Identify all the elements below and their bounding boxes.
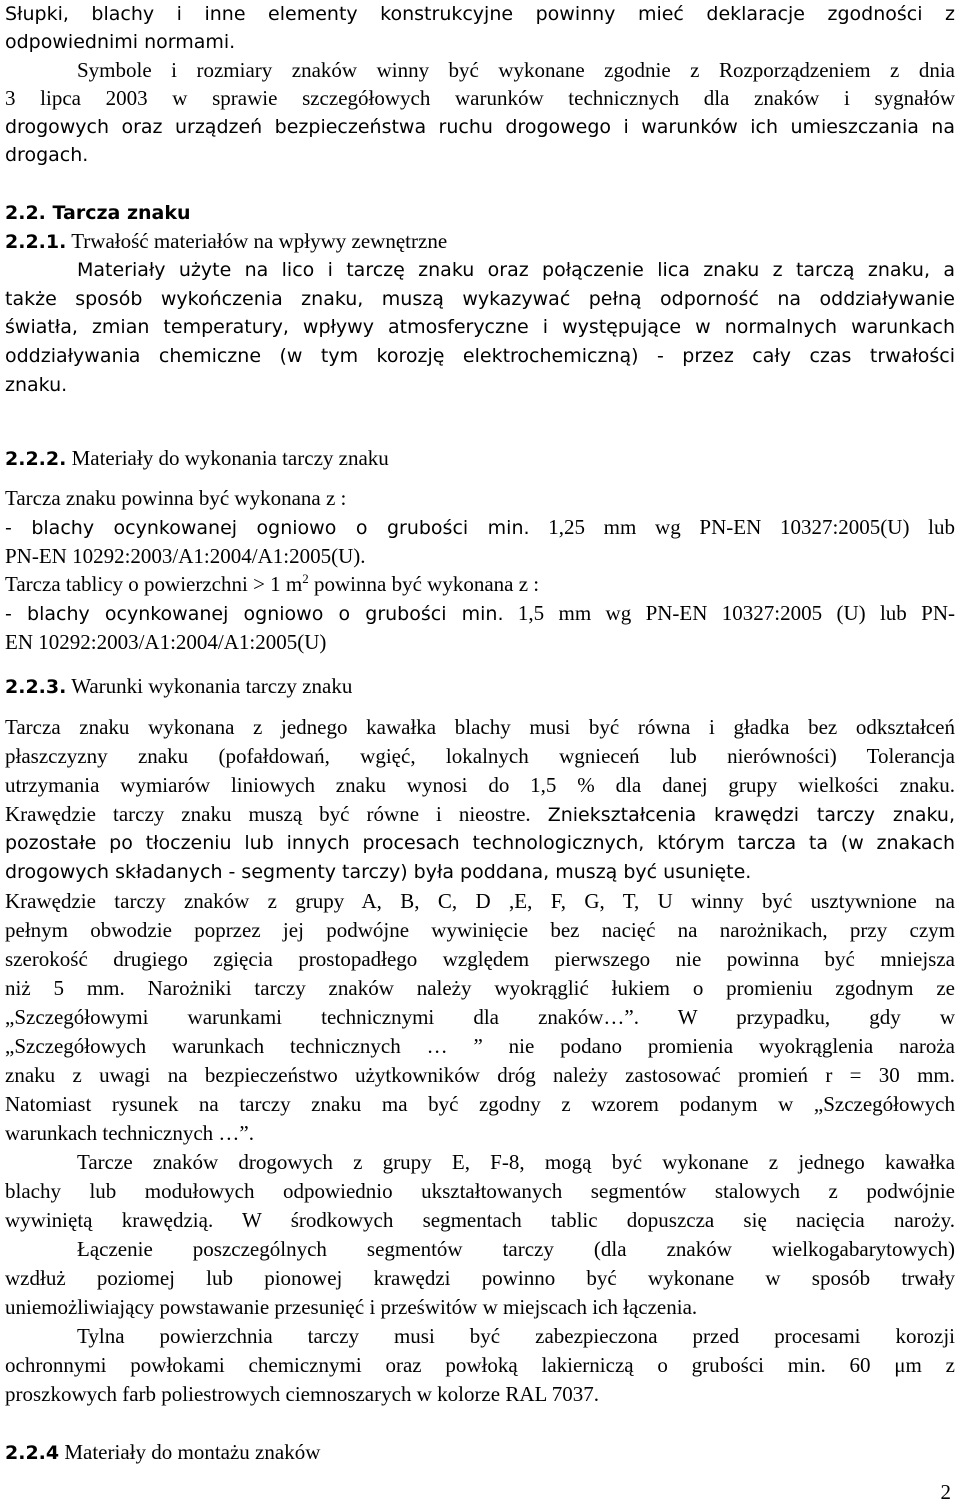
subsection-title: Materiały do montażu znaków xyxy=(64,1440,321,1464)
paragraph-line: płaszczyzny znaku (pofałdowań, wgięć, lokalnych wgnieceń lub nierówności) Tolerancja xyxy=(5,744,955,768)
paragraph-line: pozostałe po tłoczeniu lub innych procesach technologicznych, którym tarcza ta (w znakach xyxy=(5,832,955,854)
text-run: - blachy ocynkowanej ogniowo o grubości min. xyxy=(5,603,504,625)
paragraph-line: blachy lub modułowych odpowiednio ukształtowanych segmentów stalowych z podwójnie xyxy=(5,1179,955,1203)
paragraph-line: oddziaływania chemiczne (w tym korozję elektrochemiczną) - przez cały czas trwałości xyxy=(5,345,955,367)
text-run: 1,5 mm wg PN-EN 10327:2005 (U) lub PN- xyxy=(517,601,956,625)
paragraph-line: ochronnymi powłokami chemicznymi oraz powłoką lakierniczą o grubości min. 60 μm z xyxy=(5,1353,955,1377)
paragraph-line: uniemożliwiający powstawanie przesunięć i prześwitów w miejscach ich łączenia. xyxy=(5,1295,698,1319)
paragraph-line: także sposób wykończenia znaku, muszą wykazywać pełną odporność na oddziaływanie xyxy=(5,288,955,310)
paragraph-line: Natomiast rysunek na tarczy znaku ma być zgodny z wzorem podanym w „Szczegółowych xyxy=(5,1092,955,1116)
subsection-title: Trwałość materiałów na wpływy zewnętrzne xyxy=(71,229,448,253)
subsection-heading xyxy=(5,1438,320,1467)
paragraph-line: Łączenie poszczególnych segmentów tarczy (dla znaków wielkogabarytowych) xyxy=(77,1237,955,1261)
subsection-number: 2.2.2. xyxy=(5,448,67,470)
paragraph-line: Tarcze znaków drogowych z grupy E, F-8, mogą być wykonane z jednego kawałka xyxy=(77,1150,955,1174)
text-run: - blachy ocynkowanej ogniowo o grubości min. xyxy=(5,517,530,539)
paragraph-line: PN-EN 10292:2003/A1:2004/A1:2005(U). xyxy=(5,544,366,568)
section-title: Tarcza znaku xyxy=(52,202,191,224)
paragraph-line: znaku. xyxy=(5,374,68,396)
text-run: Krawędzie tarczy znaku muszą być równe i nieostre. xyxy=(5,802,531,826)
intro-line: Symbole i rozmiary znaków winny być wykonane zgodnie z Rozporządzeniem z dnia xyxy=(77,58,955,82)
intro-line: drogach. xyxy=(5,144,89,166)
paragraph-line: EN 10292:2003/A1:2004/A1:2005(U) xyxy=(5,630,327,654)
paragraph-line xyxy=(5,599,955,628)
paragraph-line: wywiniętą krawędzią. W środkowych segmentach tablic dopuszcza się nacięcia naroży. xyxy=(5,1208,955,1232)
paragraph-line: niż 5 mm. Narożniki tarczy znaków należy wyokrąglić łukiem o promieniu zgodnym ze xyxy=(5,976,955,1000)
intro-line: 3 lipca 2003 w sprawie szczegółowych warunków technicznych dla znaków i sygnałów xyxy=(5,86,955,110)
paragraph-line: wzdłuż poziomej lub pionowej krawędzi powinno być wykonane w sposób trwały xyxy=(5,1266,955,1290)
subsection-title: Warunki wykonania tarczy znaku xyxy=(71,674,353,698)
intro-line: odpowiednimi normami. xyxy=(5,31,236,53)
text-run: 1,25 mm wg PN-EN 10327:2005(U) lub xyxy=(548,515,955,539)
paragraph-line: utrzymania wymiarów liniowych znaku wynosi do 1,5 % dla danej grupy wielkości znaku. xyxy=(5,773,955,797)
paragraph-line: Krawędzie tarczy znaków z grupy A, B, C, D ,E, F, G, T, U winny być usztywnione na xyxy=(5,889,955,913)
paragraph-line: Tarcza znaku wykonana z jednego kawałka blachy musi być równa i gładka bez odkształceń xyxy=(5,715,955,739)
section-number: 2.2. xyxy=(5,202,46,224)
superscript: 2 xyxy=(302,571,309,586)
paragraph-line: warunkach technicznych …”. xyxy=(5,1121,254,1145)
paragraph-line: drogowych składanych - segmenty tarczy) była poddana, muszą być usunięte. xyxy=(5,861,752,883)
paragraph-line xyxy=(5,800,955,829)
text-run: Tarcza tablicy o powierzchni > 1 m xyxy=(5,572,303,596)
paragraph-line: Materiały użyte na lico i tarczę znaku oraz połączenie lica znaku z tarczą znaku, a xyxy=(77,259,955,281)
text-run: powinna być wykonana z : xyxy=(314,572,540,596)
paragraph-line: „Szczegółowych warunkach technicznych … ” nie podano promienia wyokrąglenia naroża xyxy=(5,1034,955,1058)
text-run: Zniekształcenia krawędzi tarczy znaku, xyxy=(547,804,956,826)
subsection-number: 2.2.3. xyxy=(5,676,67,698)
paragraph-line: proszkowych farb poliestrowych ciemnoszarych w kolorze RAL 7037. xyxy=(5,1382,600,1406)
paragraph-line: „Szczegółowymi warunkami technicznymi dla znaków…”. W przypadku, gdy w xyxy=(5,1005,955,1029)
subsection-heading xyxy=(5,444,389,473)
subsection-heading xyxy=(5,227,447,256)
intro-line: drogowych oraz urządzeń bezpieczeństwa ruchu drogowego i warunków ich umieszczania na xyxy=(5,116,955,138)
paragraph-line xyxy=(5,570,539,599)
subsection-heading xyxy=(5,672,352,701)
subsection-number: 2.2.4 xyxy=(5,1442,60,1464)
page-number: 2 xyxy=(940,1480,951,1504)
paragraph-line: pełnym obwodzie poprzez jej podwójne wywinięcie bez nacięć na narożnikach, przy czym xyxy=(5,918,955,942)
intro-line: Słupki, blachy i inne elementy konstrukcyjne powinny mieć deklaracje zgodności z xyxy=(5,3,955,25)
subsection-number: 2.2.1. xyxy=(5,231,67,253)
paragraph-line: światła, zmian temperatury, wpływy atmosferyczne i występujące w normalnych warunkach xyxy=(5,316,955,338)
paragraph-line: szerokość drugiego zgięcia prostopadłego względem pierwszego nie powinna być mniejsza xyxy=(5,947,955,971)
paragraph-line: Tylna powierzchnia tarczy musi być zabezpieczona przed procesami korozji xyxy=(77,1324,955,1348)
subsection-title: Materiały do wykonania tarczy znaku xyxy=(71,446,389,470)
section-heading xyxy=(5,199,191,228)
paragraph-line: Tarcza znaku powinna być wykonana z : xyxy=(5,486,347,510)
paragraph-line xyxy=(5,513,955,542)
paragraph-line: znaku z uwagi na bezpieczeństwo użytkowników dróg należy zastosować promień r = 30 mm. xyxy=(5,1063,955,1087)
